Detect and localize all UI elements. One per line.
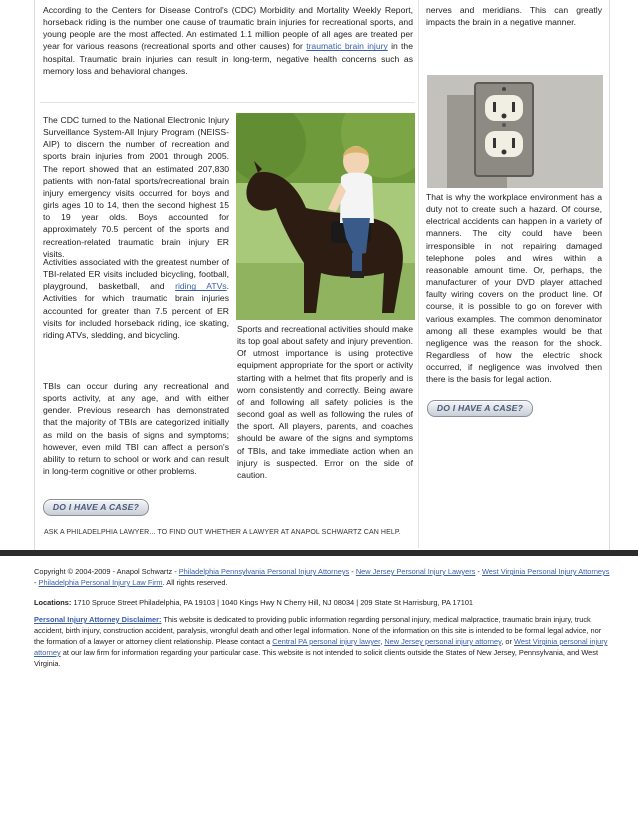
- footer-sep: -: [477, 567, 480, 576]
- footer-locations: [34, 597, 610, 608]
- footer-link-philadelphia-law-firm[interactable]: Philadelphia Personal Injury Law Firm: [38, 578, 163, 587]
- column-divider: [418, 0, 419, 548]
- activities-text-1: Activities associated with the greatest number of TBI-related ER visits included bicycling, football, playground, basketball, and: [43, 257, 229, 292]
- copyright-text: Copyright © 2004-2009 - Anapol Schwartz -: [34, 567, 177, 576]
- footer-link-nj-lawyers[interactable]: New Jersey Personal Injury Lawyers: [355, 567, 476, 576]
- row-divider: [40, 102, 415, 103]
- locations-label: Locations:: [34, 598, 72, 607]
- footer-disclaimer: [34, 614, 610, 669]
- central-pa-lawyer-link[interactable]: Central PA personal injury lawyer: [272, 637, 381, 646]
- activities-text-2: . Activities for which traumatic brain injuries accounted for greater than 7.5 percent of ER visits for included horseback riding, ice skating, riding ATVs, sledding, and bicycling.: [43, 281, 229, 340]
- riding-atvs-link[interactable]: riding ATVs: [175, 281, 227, 292]
- intro-text-1: According to the Centers for Disease Control's (CDC) Morbidity and Mortality Weekly Report, horseback riding is the number one cause of traumatic brain injuries for recreational sports, and young people are the most affected. An estimated 1.1 million people of all ages are treated per year for various reasons (recreational sports and other causes) for: [43, 5, 413, 52]
- wv-attorney-link[interactable]: West Virginia personal injury attorney: [34, 637, 608, 657]
- intro-paragraph: [43, 4, 413, 77]
- sports-paragraph: Sports and recreational activities should make its top goal about safety and injury prevention. Of utmost importance is using protective equipment appropriate for the sport or activity starting with a helmet that fits properly and is worn consistently and correctly. Being aware of and following all safety policies is the second goal as well as following the rules of the sport. All players, parents, and coaches should be aware of the signs and symptoms of TBIs, and take immediate action when an injury is suspected. Error on the side of caution.: [237, 324, 413, 480]
- intro-text-2: in the hospital. Traumatic brain injuries can result in long-term, negative health concerns such as memory loss and behavioral changes.: [43, 41, 413, 76]
- outlet-photo-graphic: [427, 75, 603, 188]
- do-i-have-a-case-button-right[interactable]: DO I HAVE A CASE?: [427, 400, 533, 417]
- footer-separator-bar: [0, 550, 638, 556]
- footer-sep: -: [34, 578, 37, 587]
- footer-link-wv-attorneys[interactable]: West Virginia Personal Injury Attorneys: [481, 567, 610, 576]
- locations-text: 1710 Spruce Street Philadelphia, PA 19103 | 1040 Kings Hwy N Cherry Hill, NJ 08034 | 209 State St Harrisburg, PA 17101: [73, 598, 474, 607]
- disclaimer-comma: ,: [380, 637, 383, 646]
- horse-photo-graphic: [236, 113, 415, 320]
- electrical-outlet-photo: [427, 75, 603, 188]
- activities-paragraph: [43, 256, 229, 341]
- disclaimer-end-text: at our law firm for information regarding your particular case. This website is not intended to solicit clients outside the States of New Jersey, Pennsylvania, and West Virginia.: [34, 648, 599, 668]
- disclaimer-or: , or: [501, 637, 512, 646]
- do-i-have-a-case-button-left[interactable]: DO I HAVE A CASE?: [43, 499, 149, 516]
- right-main-paragraph: That is why the workplace environment has a duty not to create such a hazard. Of course, electrical accidents can happen in a variety of manners. The city could have been irresponsible in not repairing damaged telephone poles and wires within a reasonable amount time. Or, perhaps, the manufacturer of your DVD player attached faulty wiring covers on the product line. Of course, it is possible to go on forever with various examples. The common denominator among all these examples would be that negligence was the reason for the shock. Regardless of how the electric shock occurred, if negligence was involved then there is the basis for legal action.: [426, 192, 602, 385]
- ask-a-lawyer-line: ASK A PHILADELPHIA LAWYER... TO FIND OUT WHETHER A LAWYER AT ANAPOL SCHWARTZ CAN HELP.: [44, 529, 401, 536]
- tbis-paragraph: TBIs can occur during any recreational and sports activity, at any age, and with either gender. Previous research has demonstrated that the majority of TBIs are categorized initially as mild on the basis of signs and symptoms; however, even mild TBI can affect a person's ability to return to school or work and can result in long-term cognitive or other problems.: [43, 381, 229, 477]
- traumatic-brain-injury-link[interactable]: traumatic brain injury: [306, 41, 388, 52]
- disclaimer-label-link[interactable]: Personal Injury Attorney Disclaimer:: [34, 615, 162, 624]
- nj-attorney-link[interactable]: New Jersey personal injury attorney: [384, 637, 502, 646]
- disclaimer-text: This website is dedicated to providing public information regarding personal injury, medical malpractice, traumatic brain injury, truck accident, birth injury, construction accident, paralysis, wrongful death and other legal information. None of the information on this site is intended to be formal legal advice, nor the formation of a lawyer or attorney client relationship. Please contact a: [34, 615, 602, 646]
- footer-copyright: [34, 566, 610, 588]
- footer-sep: -: [351, 567, 354, 576]
- child-on-horse-photo: [236, 113, 415, 320]
- cdc-paragraph: The CDC turned to the National Electronic Injury Surveillance System-All Injury Program (NEISS-AIP) to discern the number of recreation and sports brain injuries from 2001 through 2005. The report showed that an estimated 207,830 patients with non-fatal sports/recreational brain injury emergency visits occurred for boys and girls ages 10 to 14, then the second highest 15 to 19 year olds. Boys accounted for approximately 70.5 percent of the sports and recreation-related traumatic brain injury ER visits.: [43, 115, 229, 259]
- right-top-paragraph: nerves and meridians. This can greatly impacts the brain in a negative manner.: [426, 5, 602, 28]
- footer-link-philadelphia-pa-attorneys[interactable]: Philadelphia Pennsylvania Personal Injury Attorneys: [178, 567, 350, 576]
- rights-text: . All rights reserved.: [162, 578, 228, 587]
